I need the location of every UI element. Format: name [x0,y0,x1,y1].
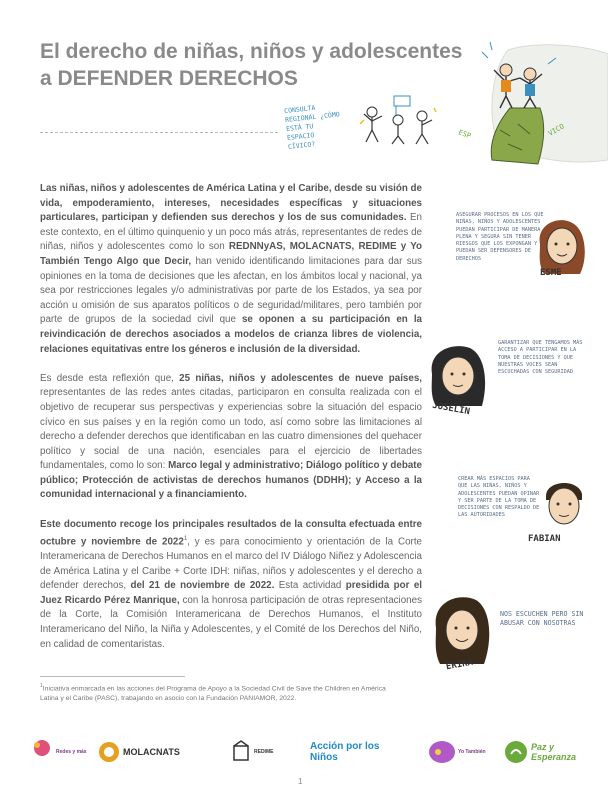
p3-text-2: Esta actividad [274,580,346,592]
p1-bold-2: REDNNyAS, MOLACNATS, REDIME y Yo También Tengo Algo que Decir, [40,241,422,267]
portrait-joselin [424,340,494,410]
logo-molacnats [98,735,180,769]
p2-text-1: Es desde esta reflexión que, [40,372,180,384]
logo-yo-tambien-mark [428,740,456,764]
p2-text-2: representantes de las redes antes citadas, participaron en consulta realizada con el objetivo de recuperar sus perspectivas y experiencias sobre la situación del espacio cívico en sus países y en la región como un todo, así como sobre las limitaciones al derecho a defender derechos que identificaban en las cuatro dimensiones del quehacer político y social de una nación, esenciales para el ejercicio de libertades fundamentales, como lo son: [40,387,422,472]
hero-illustration [448,40,608,170]
logo-accion [310,735,382,769]
portrait-name-fabian: FABIAN [528,534,561,544]
logo-yo-tambien [428,735,486,769]
logo-paz-mark [504,740,528,764]
portrait-note-erika: NOS ESCUCHEN PERO SIN ABUSAR CON NOSOTRAS [500,610,584,627]
portrait-erika [428,592,498,668]
portrait-name-erika: ERIKA [445,657,474,673]
title-divider [40,132,278,133]
p3-text-1: , y es para conocimiento y orientación de la Corte Interamericana de Derechos Humanos en el marco del IV Diálogo Niñez y Adolescencia de América Latina y el Caribe + Corte IDH: niñas, niños y adolescentes y el derecho a defender derechos, [40,536,422,592]
consulta-illustration [352,94,438,146]
logo-molacnats-label: MOLACNATS [123,747,180,757]
consulta-note: CONSULTA REGIONAL ¿CÓMO ESTÁ TU ESPACIO CÍVICO? [283,103,341,151]
hero-label-left: ESP [457,128,472,141]
portrait-name-joselin: JOSELIN [431,400,471,418]
logo-molacnats-mark [98,741,120,763]
p1-bold-3: se oponen a su participación en la reivindicación de derechos asociados a modelos de crianza libres de violencia, relaciones equitativas entre los géneros e inclusión de la diversidad. [40,314,422,355]
logo-redime [230,735,273,769]
portrait-note-esme: ASEGURAR PROCESOS EN LOS QUE NIÑAS, NIÑOS Y ADOLESCENTES PUEDAN PARTICIPAR DE MANERA PLENA Y SEGURA SIN TENER RIESGOS QUE LOS EXPONGAN Y PUEDAN SER DEFENSORES DE DERECHOS [456,212,544,262]
p3-footnote-ref: 1 [183,536,188,543]
p2-bold-1: 25 niñas, niños y adolescentes de nueve países, [179,372,422,384]
page-number: 1 [298,777,303,786]
logo-redes-mark [30,738,54,766]
p1-bold-1: Las niñas, niños y adolescentes de América Latina y el Caribe, desde su visión de vida, empoderamiento, intereses, necesidades específicas y situaciones particulares, participan y defienden sus derechos y los de sus comunidades. [40,183,422,224]
p3-text-3: con la honrosa participación de otras representaciones de la Corte, la Comisión Interamericana de Derechos Humanos, el Instituto Interamericano del Niño, la Niña y Adolescentes, y el Comité de los Derechos del Niño, en calidad de comentaristas. [40,594,422,650]
footnote-text: Iniciativa enmarcada en las acciones del Programa de Apoyo a la Sociedad Civil de Save the Children en América Latina y el Caribe (PASC), trabajando en asocio con la Fundación PANIAMOR, 2022. [40,685,386,703]
title-line-1: El derecho de niñas, niños y adolescentes [40,40,463,63]
logo-redes [30,735,87,769]
logo-yo-tambien-label: Yo También [458,749,486,755]
body-text [40,182,422,667]
page-title [40,38,462,92]
portrait-note-fabian: CREAR MÁS ESPACIOS PARA QUE LAS NIÑAS, NIÑOS Y ADOLESCENTES PUEDAN OPINAR Y SER PARTE DE LA TOMA DE DECISIONES CON RESPALDO DE LAS AUTORIDADES [458,476,540,519]
logo-redime-label: REDIME [254,749,274,755]
paragraph-1 [40,182,422,357]
logo-redes-label: Redes y más [56,749,87,755]
portrait-name-esme: ESME [540,268,562,278]
paragraph-2 [40,372,422,503]
paragraph-3 [40,518,422,653]
p3-bold-2: del 21 de noviembre de 2022. [130,580,275,592]
portrait-note-joselin: GARANTIZAR QUE TENGAMOS MÁS ACCESO A PARTICIPAR EN LA TOMA DE DECISIONES Y QUE NUESTRAS VOCES SEAN ESCUCHADAS CON SEGURIDAD [498,340,583,376]
p3-bold-3: presidida por el Juez Ricardo Pérez Manrique, [40,580,423,606]
p3-bold-1: Este documento recoge los principales resultados de la consulta efectuada entre octubre y noviembre de 2022 [40,518,422,548]
portrait-fabian [534,474,594,536]
logo-accion-label: Acción por los Niños [310,741,380,763]
logo-redime-mark [230,740,252,764]
title-line-2: a DEFENDER DERECHOS [40,67,298,90]
logo-bar [30,735,590,771]
p1-text-1: En este contexto, en el último quinquenio y un poco más atrás, representantes de redes de niñas, niños y adolescentes como lo son [40,212,422,253]
p1-text-2: han venido identificando limitaciones para dar sus opiniones en la toma de decisiones que les afectan, en los ámbitos local y nacional, ya sea por restricciones legales y/o administrativas por parte de los Estados, ya sea por acción u omisión de sus aparatos políticos o de seguridad/militares, pero también por parte de grupos de la sociedad civil que [40,255,422,326]
footnote-marker: 1 [40,683,43,689]
hero-label-right: VICO [547,122,566,138]
footnote-rule [40,676,185,677]
p2-bold-2: Marco legal y administrativo; Diálogo político y debate público; Protección de activistas de derechos humanos (DDHH); y Acceso a la comunidad internacional y a financiamiento. [40,460,422,501]
footnote [40,681,400,704]
logo-paz-esperanza [504,735,575,769]
logo-paz-label: Paz y Esperanza [531,742,577,762]
